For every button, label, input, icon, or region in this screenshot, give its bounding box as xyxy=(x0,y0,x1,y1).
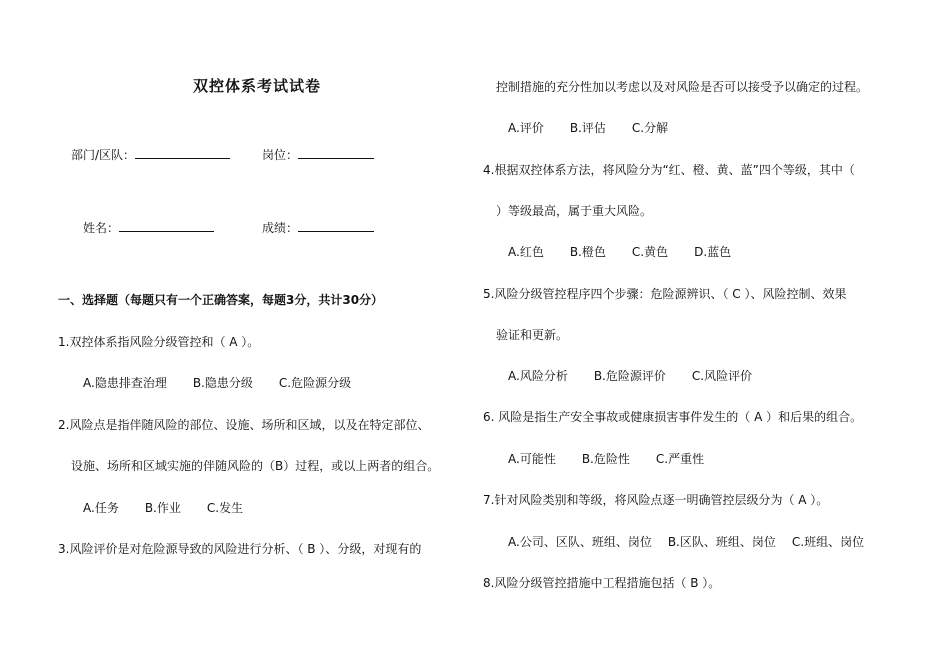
question-5-options xyxy=(508,368,778,384)
question-4-options xyxy=(508,244,757,260)
option-a: A.公司、区队、班组、岗位 xyxy=(508,535,652,549)
option-b: B.评估 xyxy=(569,121,606,135)
question-1-options xyxy=(83,375,377,391)
question-8: 8.风险分级管控措施中工程措施包括（ B ）。 xyxy=(483,576,721,590)
department-field xyxy=(71,146,230,163)
name-blank[interactable] xyxy=(119,219,214,232)
question-1: 1.双控体系指风险分级管控和（ A ）。 xyxy=(58,335,260,349)
option-a: A.风险分析 xyxy=(508,369,568,383)
question-4-line1: 4.根据双控体系方法，将风险分为“红、橙、黄、蓝”四个等级，其中（ xyxy=(483,163,855,177)
option-a: A.任务 xyxy=(83,501,119,515)
option-c: C.分解 xyxy=(631,121,669,135)
page-title: 双控体系考试试卷 xyxy=(193,77,322,95)
question-7: 7.针对风险类别和等级，将风险点逐一明确管控层级分为（ A ）。 xyxy=(483,493,829,507)
option-c: C.危险源分级 xyxy=(278,376,352,390)
question-5-line2: 验证和更新。 xyxy=(496,328,569,342)
option-a: A.隐患排查治理 xyxy=(83,376,167,390)
department-blank[interactable] xyxy=(135,146,230,159)
question-3-line2: 控制措施的充分性加以考虑以及对风险是否可以接受予以确定的过程。 xyxy=(496,80,869,94)
option-a: A.评价 xyxy=(508,121,544,135)
question-5-line1: 5.风险分级管控程序四个步骤：危险源辨识、（ C ）、风险控制、效果 xyxy=(483,287,847,301)
option-b: B.作业 xyxy=(144,501,181,515)
score-field xyxy=(262,219,374,236)
question-7-options xyxy=(508,534,864,550)
option-b: B.隐患分级 xyxy=(192,376,253,390)
option-a: A.红色 xyxy=(508,245,544,259)
score-label: 成绩： xyxy=(262,221,299,235)
option-c: C.发生 xyxy=(206,501,244,515)
section-heading: 一、选择题（每题只有一个正确答案，每题3分，共计30分） xyxy=(58,293,384,307)
option-b: B.危险性 xyxy=(581,452,630,466)
question-2-line1: 2.风险点是指伴随风险的部位、设施、场所和区域，以及在特定部位、 xyxy=(58,418,430,432)
option-b: B.危险源评价 xyxy=(593,369,666,383)
question-3-options xyxy=(508,120,694,136)
question-2-line2: 设施、场所和区域实施的伴随风险的（B）过程，或以上两者的组合。 xyxy=(71,459,440,473)
question-4-line2: ）等级最高，属于重大风险。 xyxy=(496,204,653,218)
option-c: C.严重性 xyxy=(655,452,705,466)
name-label: 姓名： xyxy=(83,221,120,235)
option-c: C.班组、岗位 xyxy=(791,535,865,549)
department-label: 部门/区队： xyxy=(71,148,136,162)
post-field xyxy=(262,146,374,163)
post-label: 岗位： xyxy=(262,148,299,162)
post-blank[interactable] xyxy=(298,146,374,159)
question-6-options xyxy=(508,451,730,467)
option-c: C.风险评价 xyxy=(691,369,753,383)
option-b: B.区队、班组、岗位 xyxy=(667,535,776,549)
option-d: D.蓝色 xyxy=(694,245,732,259)
option-c: C.黄色 xyxy=(631,245,669,259)
score-blank[interactable] xyxy=(298,219,374,232)
question-2-options xyxy=(83,500,269,516)
option-a: A.可能性 xyxy=(508,452,556,466)
question-3-line1: 3.风险评价是对危险源导致的风险进行分析、（ B ）、分级，对现有的 xyxy=(58,542,422,556)
question-6: 6. 风险是指生产安全事故或健康损害事件发生的（ A ）和后果的组合。 xyxy=(483,410,863,424)
name-field xyxy=(83,219,214,236)
option-b: B.橙色 xyxy=(569,245,606,259)
